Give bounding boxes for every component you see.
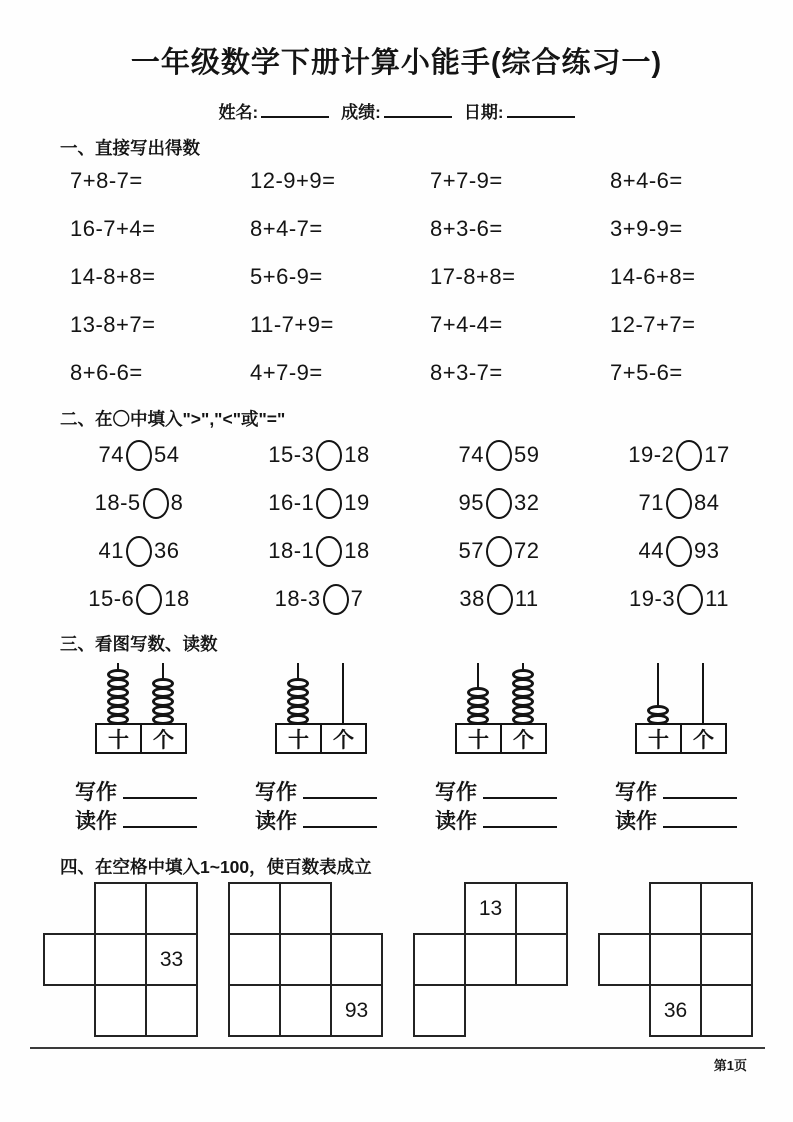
write-label: 写作 [75,781,117,804]
header-field-blank [507,103,575,118]
read-line [255,807,430,836]
arithmetic-problem: 8+4-7= [250,216,323,241]
comparison-right-value: 18 [344,442,370,467]
comparison-left-value: 44 [638,538,664,563]
abacus-0 [95,659,187,754]
place-value-frame [455,723,547,754]
footer-divider [30,1047,765,1049]
header-field-2 [464,103,575,122]
read-line [615,807,790,836]
tens-rod [117,663,119,725]
place-value-frame [275,723,367,754]
section2-heading: 二、在〇中填入">","<"或"=" [60,409,286,429]
read-blank [123,813,197,828]
read-blank [303,813,377,828]
puzzle-empty-cell [515,882,568,935]
comparison-left-value: 19-2 [628,442,675,467]
puzzle-empty-cell [94,933,147,986]
comparison-problem [430,438,610,472]
arithmetic-problem: 11-7+9= [250,312,334,337]
header-field-1 [341,103,452,122]
puzzle-empty-cell [94,882,147,935]
header-field-0 [218,103,329,122]
puzzle-empty-cell [700,882,753,935]
read-blank [663,813,737,828]
puzzle-0 [43,882,200,1039]
write-read-col-3 [610,778,790,836]
comparison-left-value: 16-1 [268,490,315,515]
arithmetic-problem: 8+4-6= [610,168,683,193]
write-line [255,778,430,807]
puzzle-empty-cell [94,984,147,1037]
comparison-problem [610,486,790,520]
puzzle-empty-cell [413,933,466,986]
comparison-circle [666,536,692,567]
comparison-right-value: 72 [514,538,540,563]
comparison-circle [316,440,342,471]
comparison-circle [323,584,349,615]
write-blank [303,784,377,799]
tens-label: 十 [455,723,502,754]
ones-rod [702,663,704,725]
puzzle-empty-cell [649,882,702,935]
read-label: 读作 [615,810,657,833]
ones-rod [162,663,164,725]
comparison-left-value: 18-3 [274,586,321,611]
comparison-problem [70,582,250,616]
comparison-right-value: 93 [694,538,720,563]
comparison-problem [70,534,250,568]
comparison-left-value: 18-5 [94,490,141,515]
ones-label: 个 [320,723,367,754]
comparison-right-value: 11 [705,586,729,611]
header-field-label: 姓名: [218,103,259,122]
tens-rod [477,663,479,725]
puzzle-empty-cell [700,984,753,1037]
abacus-2 [455,659,547,754]
comparison-circle [486,440,512,471]
comparison-right-value: 32 [514,490,540,515]
read-blank [483,813,557,828]
comparison-right-value: 19 [344,490,370,515]
puzzle-given-cell: 33 [145,933,198,986]
comparison-right-value: 84 [694,490,720,515]
arithmetic-problem: 7+7-9= [430,168,503,193]
puzzle-empty-cell [464,933,517,986]
comparison-left-value: 19-3 [629,586,676,611]
puzzle-empty-cell [145,882,198,935]
ones-label: 个 [140,723,187,754]
puzzle-empty-cell [228,984,281,1037]
comparison-circle [143,488,169,519]
ones-rod [342,663,344,725]
arithmetic-problem: 16-7+4= [70,216,156,241]
header-field-blank [261,103,329,118]
comparison-left-value: 57 [458,538,484,563]
abacus-3 [635,659,727,754]
page-title: 一年级数学下册计算小能手(综合练习一) [130,47,663,79]
comparison-right-value: 7 [350,586,364,611]
comparison-circle [126,440,152,471]
comparison-problem [70,438,250,472]
header-field-label: 日期: [463,103,504,122]
puzzle-empty-cell [330,933,383,986]
comparison-problem [430,486,610,520]
place-value-frame [95,723,187,754]
puzzle-empty-cell [598,933,651,986]
comparison-problem [70,486,250,520]
comparison-circle [677,584,703,615]
puzzle-empty-cell [279,882,332,935]
comparison-problem [610,582,790,616]
puzzle-given-cell: 36 [649,984,702,1037]
puzzle-empty-cell [649,933,702,986]
tens-label: 十 [95,723,142,754]
puzzle-empty-cell [279,933,332,986]
write-blank [663,784,737,799]
comparison-circle [676,440,702,471]
read-label: 读作 [435,810,477,833]
comparison-left-value: 15-3 [268,442,315,467]
read-label: 读作 [255,810,297,833]
write-label: 写作 [255,781,297,804]
puzzle-1 [228,882,385,1039]
bead-stack [152,680,174,725]
arithmetic-grid [0,167,793,386]
puzzle-empty-cell [228,933,281,986]
comparison-problem [430,534,610,568]
comparison-problem [250,438,430,472]
bead-stack [467,689,489,725]
comparison-right-value: 54 [154,442,180,467]
abacus-1 [275,659,367,754]
arithmetic-problem: 7+5-6= [610,360,683,385]
comparison-left-value: 71 [638,490,664,515]
write-line [615,778,790,807]
bead-stack [512,671,534,725]
comparison-circle [316,536,342,567]
tens-rod [297,663,299,725]
comparison-problem [250,534,430,568]
arithmetic-problem: 5+6-9= [250,264,323,289]
tens-label: 十 [635,723,682,754]
puzzle-empty-cell [228,882,281,935]
comparison-circle [136,584,162,615]
puzzle-empty-cell [145,984,198,1037]
tens-label: 十 [275,723,322,754]
write-read-col-0 [70,778,250,836]
arithmetic-problem: 7+8-7= [70,168,143,193]
puzzle-given-cell: 13 [464,882,517,935]
page-number: 第1页 [713,1058,747,1073]
ones-rod [522,663,524,725]
place-value-frame [635,723,727,754]
comparison-grid [0,438,793,616]
arithmetic-problem: 12-7+7= [610,312,696,337]
comparison-left-value: 38 [459,586,485,611]
puzzle-2 [413,882,570,1039]
hundred-chart-puzzles [0,882,793,1039]
comparison-problem [610,438,790,472]
comparison-left-value: 74 [98,442,124,467]
comparison-circle [126,536,152,567]
bead-stack [287,680,309,725]
section1-heading: 一、直接写出得数 [60,138,200,158]
comparison-circle [486,488,512,519]
abacus-row [0,659,793,754]
puzzle-3 [598,882,755,1039]
arithmetic-problem: 13-8+7= [70,312,156,337]
puzzle-empty-cell [43,933,96,986]
section3-heading: 三、看图写数、读数 [60,634,218,654]
comparison-right-value: 36 [154,538,180,563]
write-label: 写作 [615,781,657,804]
comparison-left-value: 15-6 [88,586,135,611]
arithmetic-problem: 17-8+8= [430,264,516,289]
arithmetic-problem: 8+3-7= [430,360,503,385]
write-line [75,778,250,807]
write-read-row [0,778,793,836]
puzzle-empty-cell [413,984,466,1037]
comparison-left-value: 95 [458,490,484,515]
comparison-right-value: 8 [170,490,184,515]
comparison-right-value: 18 [344,538,370,563]
read-label: 读作 [75,810,117,833]
comparison-left-value: 41 [98,538,124,563]
arithmetic-problem: 4+7-9= [250,360,323,385]
comparison-circle [316,488,342,519]
write-read-col-1 [250,778,430,836]
write-blank [123,784,197,799]
write-read-col-2 [430,778,610,836]
comparison-problem [430,582,610,616]
comparison-right-value: 59 [514,442,540,467]
write-blank [483,784,557,799]
write-label: 写作 [435,781,477,804]
arithmetic-problem: 14-8+8= [70,264,156,289]
arithmetic-problem: 7+4-4= [430,312,503,337]
comparison-circle [666,488,692,519]
comparison-problem [610,534,790,568]
read-line [75,807,250,836]
write-line [435,778,610,807]
puzzle-empty-cell [700,933,753,986]
bead-stack [107,671,129,725]
arithmetic-problem: 12-9+9= [250,168,336,193]
header-fields-line [0,98,793,123]
tens-rod [657,663,659,725]
ones-label: 个 [680,723,727,754]
comparison-circle [486,536,512,567]
comparison-left-value: 18-1 [268,538,315,563]
comparison-problem [250,582,430,616]
read-line [435,807,610,836]
ones-label: 个 [500,723,547,754]
comparison-left-value: 74 [458,442,484,467]
arithmetic-problem: 8+6-6= [70,360,143,385]
header-field-label: 成绩: [341,103,381,122]
puzzle-empty-cell [279,984,332,1037]
comparison-problem [250,486,430,520]
comparison-right-value: 18 [164,586,190,611]
comparison-right-value: 17 [704,442,730,467]
puzzle-empty-cell [515,933,568,986]
puzzle-given-cell: 93 [330,984,383,1037]
arithmetic-problem: 14-6+8= [610,264,696,289]
arithmetic-problem: 3+9-9= [610,216,683,241]
arithmetic-problem: 8+3-6= [430,216,503,241]
section4-heading: 四、在空格中填入1~100，使百数表成立 [60,857,372,877]
comparison-circle [487,584,513,615]
comparison-right-value: 11 [514,586,539,611]
header-field-blank [384,103,452,118]
